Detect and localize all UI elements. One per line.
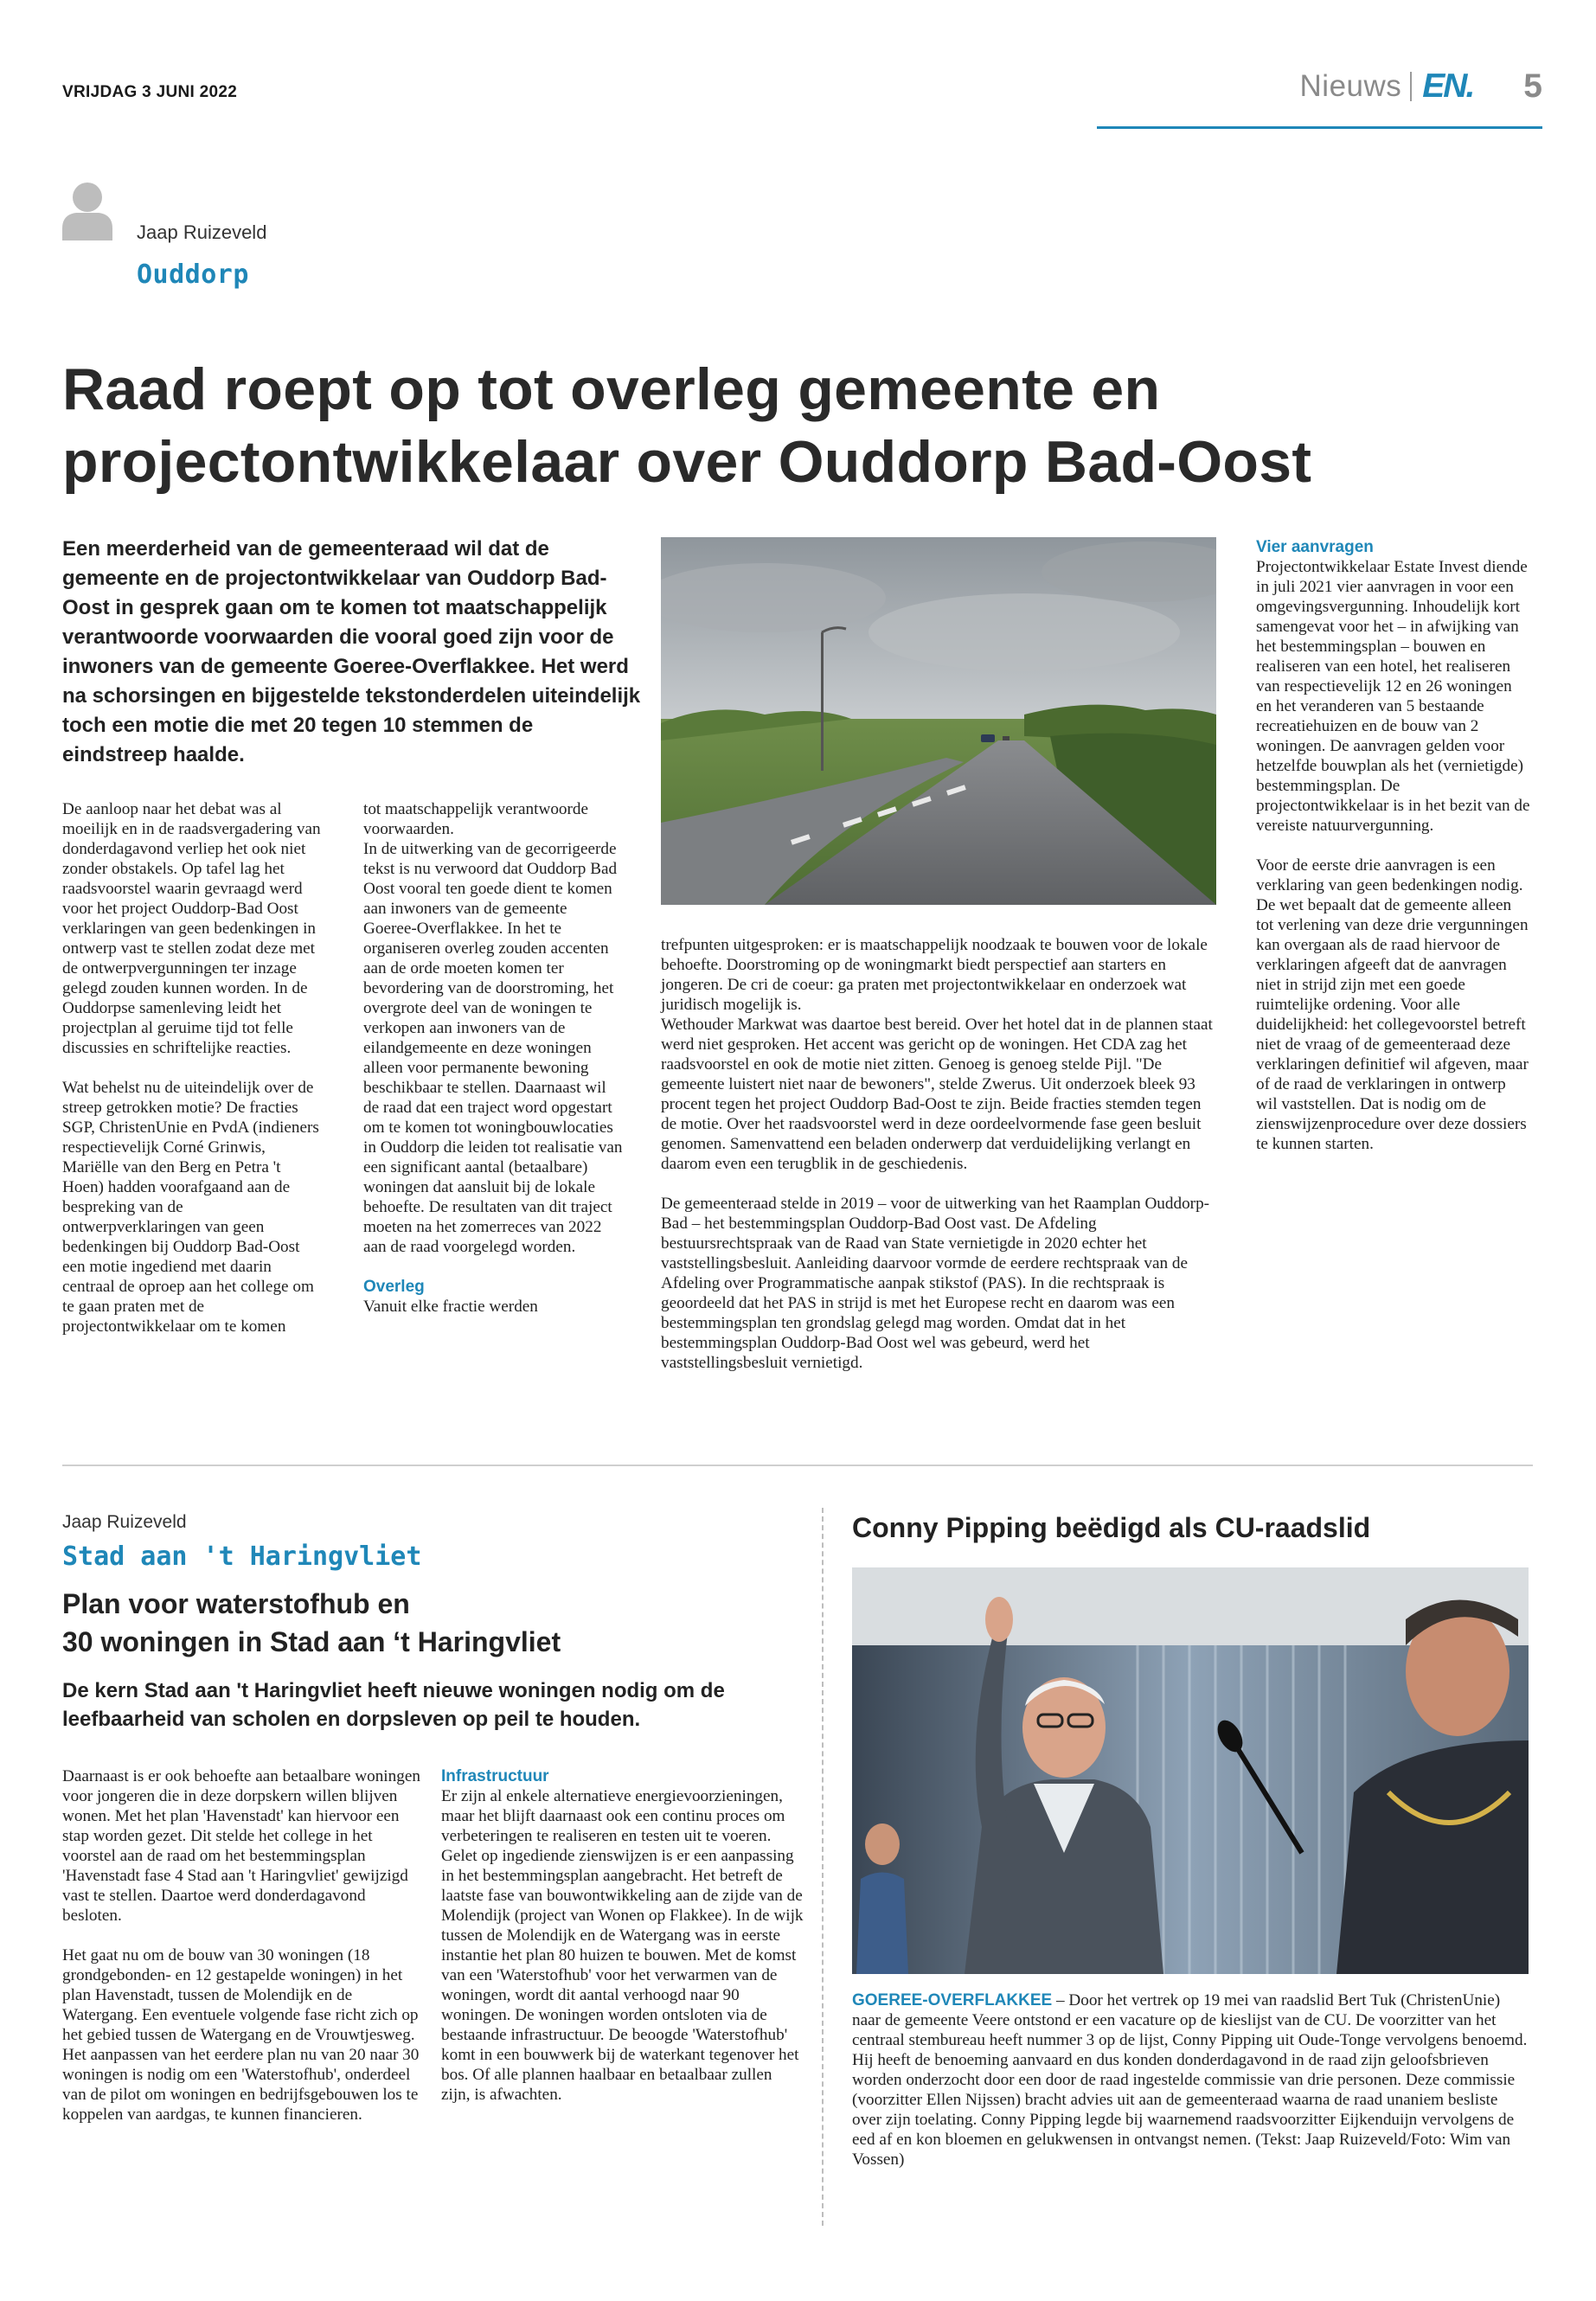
subheading: Infrastructuur [441, 1767, 549, 1785]
page-number: 5 [1523, 67, 1542, 105]
paragraph: Wat behelst nu de uiteindelijk over de streep getrokken motie? De fracties SGP, ChristenUnie en PvdA (indieners respectievelijk Corné Grinwis, Mariëlle van den Berg en Petra 't Hoen) hadden voorafgaand aan de bespreking van de ontwerpverklaringen van geen bedenkingen bij Ouddorp Bad-Oost een motie ingediend met daarin centraal de oproep aan het college om te gaan praten met de projectontwikkelaar om te komen [62, 1079, 319, 1336]
paragraph: Daarnaast is er ook behoefte aan betaalbare woningen voor jongeren die in deze dorpskern willen blijven wonen. Met het plan 'Havenstadt' kan hiervoor een stap worden gezet. Dit stelde het college in het voorstel aan de raad om het bestemmingsplan 'Havenstadt fase 4 Stad aan 't Haringvliet' gewijzigd vast te stellen. Daartoe werd donderdagavond besloten. [62, 1767, 420, 1925]
headline-line: Plan voor waterstofhub en [62, 1588, 410, 1619]
dateline: GOEREE-OVERFLAKKEE [852, 1991, 1053, 2009]
issue-date: VRIJDAG 3 JUNI 2022 [62, 83, 238, 101]
article-photo-road [661, 537, 1216, 905]
section-label: Nieuws [1299, 69, 1402, 103]
subheading: Overleg [363, 1278, 425, 1296]
subheading: Vier aanvragen [1256, 538, 1374, 556]
paragraph: trefpunten uitgesproken: er is maatschappelijk noodzaak te bouwen voor de lokale behoefte. Doorstroming op de woningmarkt biedt perspectief aan starters en jongeren. De cri de coeur: ga praten met projectontwikkelaar en onderzoek wat juridisch mogelijk is. [661, 936, 1208, 1014]
place-label: Stad aan 't Haringvliet [62, 1541, 422, 1572]
newspaper-logo: EN. [1422, 67, 1474, 105]
article-body [852, 1990, 1531, 2170]
headline-line: projectontwikkelaar over Ouddorp Bad-Oost [62, 429, 1312, 495]
author-name: Jaap Ruizeveld [62, 1512, 187, 1532]
article-headline [62, 353, 1533, 498]
paragraph: Het gaat nu om de bouw van 30 woningen (18 grondgebonden- en 12 gestapelde woningen) in het plan Havenstadt, tussen de Molendijk en de Watergang. Een eventuele volgende fase richt zich op het gebied tussen de Watergang en de Vrouwtjesweg. Het aanpassen van het eerdere plan nu van 20 naar 30 woningen is nodig om een 'Waterstofhub', onderdeel van de pilot om woningen en bedrijfsgebouwen los te koppelen van aardgas, te kunnen financieren. [62, 1946, 420, 2124]
headline-line: Raad roept op tot overleg gemeente en [62, 356, 1161, 422]
paragraph: De aanloop naar het debat was al moeilijk en in de raadsvergadering van donderdagavond verliep het ook niet zonder obstakels. Op tafel lag het raadsvoorstel waarin gevraagd werd voor het project Ouddorp-Bad Oost verklaringen van geen bedenkingen in ontwerp vast te stellen zodat deze met de ontwerpvergunningen ter inzage gelegd zouden kunnen worden. In de Ouddorpse samenleving leidt het projectplan al geruime tijd tot felle discussies en schriftelijke reacties. [62, 800, 321, 1057]
paragraph: In de uitwerking van de gecorrigeerde tekst is nu verwoord dat Ouddorp Bad Oost vooral ten goede dient te komen aan inwoners van de gemeente Goeree-Overflakkee. In het te organiseren overleg zouden accenten aan de orde moeten komen ter bevordering van de doorstroming, het overgrote deel van de woningen te verkopen aan inwoners van de eilandgemeente en deze woningen alleen voor permanente bewoning beschikbaar te stellen. Daarnaast wil de raad dat een traject word opgestart om te komen tot woningbouwlocaties in Ouddorp die leiden tot realisatie van een significant aantal (betaalbare) woningen dat aansluit bij de lokale behoefte. De resultaten van dit traject moeten na het zomerreces van 2022 aan de raad voorgelegd worden. [363, 840, 623, 1256]
column-divider [822, 1508, 824, 2226]
section-divider [62, 1465, 1533, 1466]
article-column [62, 1766, 426, 2125]
headline-line: 30 woningen in Stad aan ‘t Haringvliet [62, 1626, 561, 1657]
article-photo-oath [852, 1567, 1529, 1974]
place-label: Ouddorp [137, 260, 249, 290]
header-divider [1410, 72, 1412, 101]
article-column [661, 935, 1216, 1373]
paragraph: De gemeenteraad stelde in 2019 – voor de uitwerking van het Raamplan Ouddorp-Bad – het bestemmingsplan Ouddorp-Bad Oost vast. De Afdeling bestuursrechtspraak van de Raad van State vernietigde in 2020 echter het vaststellingsbesluit. Aanleiding daarvoor vormde de eerdere rechtspraak van de Afdeling over Programmatische aanpak stikstof (PAS). In die rechtspraak is geoordeeld dat het PAS in strijd is met het Europese recht en daarom was een bestemmingsplan ten grondslag gelegd mag worden. Omdat dat in het bestemmingsplan Ouddorp-Bad Oost wel was gebeurd, werd het vaststellingsbesluit vernietigd. [661, 1195, 1210, 1372]
paragraph: Projectontwikkelaar Estate Invest diende in juli 2021 vier aanvragen in voor een omgevingsvergunning. Inhoudelijk kort samengevat voor het – in afwijking van het bestemmingsplan – bouwen en realiseren van een hotel, het realiseren van respectievelijk 12 en 26 woningen en het veranderen van 5 bestaande recreatiehuizen en de bouw van 2 woningen. De aanvragen gelden voor hetzelfde bouwplan als het (vernietigde) bestemmingsplan. De projectontwikkelaar is in het bezit van de vereiste natuurvergunning. [1256, 558, 1530, 835]
sidebar-column [1256, 537, 1531, 1154]
author-avatar-icon [62, 180, 112, 240]
paragraph: – Door het vertrek op 19 mei van raadslid Bert Tuk (ChristenUnie) naar de gemeente Veere ontstond er een vacature op de kieslijst van de CU. De voorzitter van het centraal stembureau heeft nummer 3 op de lijst, Conny Pipping uit Oude-Tonge vervolgens benoemd. Hij heeft de benoeming aanvaard en dus konden donderdagavond in de raad zijn geloofsbrieven worden onderzocht door een door de raad ingestelde commissie van drie personen. Deze commissie (voorzitter Ellen Nijssen) bracht advies uit aan de gemeenteraad waarna de raad unaniem besliste over zijn toelating. Conny Pipping legde bij waarnemend raadsvoorzitter Eijkenduijn vervolgens de eed af en kon bloemen en gelukwensen in ontvangst nemen. (Tekst: Jaap Ruizeveld/Foto: Wim van Vossen) [852, 1991, 1528, 2169]
article-headline: Conny Pipping beëdigd als CU-raadslid [852, 1512, 1371, 1543]
author-name: Jaap Ruizeveld [137, 221, 267, 243]
paragraph: Er zijn al enkele alternatieve energievoorzieningen, maar het blijft daarnaast ook een continu proces om verbeteringen te realiseren en testen uit te voeren. Gelet op ingediende zienswijzen is er een aanpassing in het bestemmingsplan aangebracht. Het betreft de laatste fase van bouwontwikkeling aan de zijde van de Molendijk (project van Wonen op Flakkee). In de wijk tussen de Molendijk en de Watergang was in eerste instantie het plan 80 huizen te bouwen. Met de komst van een 'Waterstofhub' voor het verwarmen van de woningen, wordt dit aantal verhoogd naar 90 woningen. De woningen worden ontsloten via de bestaande infrastructuur. De beoogde 'Waterstofhub' komt in een bouwwerk bij de waterkant tegenover het bos. Of alle plannen haalbaar en betaalbaar zullen zijn, is afwachten. [441, 1787, 804, 2104]
article-lead: De kern Stad aan 't Haringvliet heeft nieuwe woningen nodig om de leefbaarheid van scholen en dorpsleven op peil te houden. [62, 1679, 725, 1731]
article-lead: Een meerderheid van de gemeenteraad wil dat de gemeente en de projectontwikkelaar van Ouddorp Bad-Oost in gesprek gaan om te komen tot maatschappelijk verantwoorde voorwaarden die vooral goed zijn voor de inwoners van de gemeente Goeree-Overflakkee. Het werd na schorsingen en bijgestelde tekstonderdelen uiteindelijk toch een motie die met 20 tegen 10 stemmen de eindstreep haalde. [62, 537, 641, 766]
header-rule [1097, 126, 1542, 129]
article-column [62, 799, 322, 1336]
article-column [363, 799, 623, 1317]
paragraph: Wethouder Markwat was daartoe best bereid. Over het hotel dat in de plannen staat werd niet gesproken. Het accent was gericht op de woningen. Het CDA zag het raadsvoorstel en ook de motie niet zitten. Genoeg is genoeg stelde Pijl. "De gemeente luistert niet naar de bewoners", stelde Zwerus. Uit onderzoek bleek 93 procent tegen het project Ouddorp Bad-Oost te zijn. Beide fracties stemden tegen de motie. Over het raadsvoorstel werd in deze oordeelvormende fase geen besluit genomen. Samenvattend een beladen onderwerp dat verduidelijking verlangt en daarom even een terugblik in de geschiedenis. [661, 1016, 1213, 1173]
paragraph: Voor de eerste drie aanvragen is een verklaring van geen bedenkingen nodig. De wet bepaalt dat de gemeente alleen tot verlening van deze drie vergunningen kan overgaan als de raad hiervoor de verklaringen afgeeft dat de aanvragen niet in strijd zijn met een goede ruimtelijke ordening. Voor alle duidelijkheid: het collegevoorstel betreft niet de vraag of de gemeenteraad deze verklaringen definitief wil afgeven, maar of de raad de verklaringen in ontwerp wil vaststellen. Dat is nodig om de zienswijzenprocedure over deze dossiers te kunnen starten. [1256, 856, 1529, 1153]
article-headline [62, 1585, 772, 1661]
article-column [441, 1766, 804, 2105]
paragraph: Vanuit elke fractie werden [363, 1298, 538, 1316]
paragraph: tot maatschappelijk verantwoorde voorwaarden. [363, 800, 589, 838]
page-header [1300, 67, 1542, 106]
